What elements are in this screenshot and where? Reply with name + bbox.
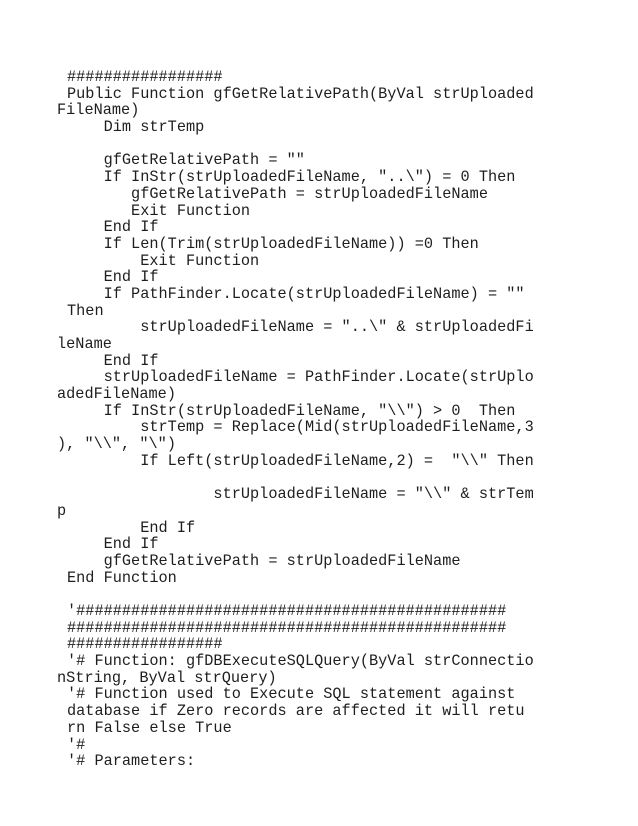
code-line: End Function	[67, 568, 177, 587]
code-line: If InStr(strUploadedFileName, "\\") > 0 Then	[67, 401, 516, 420]
code-line: FileName)	[57, 101, 140, 120]
code-line: ################################################	[67, 618, 507, 637]
code-line: If PathFinder.Locate(strUploadedFileName) = ""	[67, 284, 525, 303]
code-line	[67, 586, 534, 603]
code-line	[67, 470, 534, 487]
code-line: gfGetRelativePath = strUploadedFileName	[67, 184, 488, 203]
code-line: End If	[67, 351, 159, 370]
code-line: '# Function used to Execute SQL statement against	[67, 685, 516, 704]
code-line: #################	[67, 635, 223, 654]
code-line: strTemp = Replace(Mid(strUploadedFileName,3	[67, 418, 534, 437]
code-line: Then	[67, 301, 104, 320]
code-line: ), "\\", "\")	[57, 435, 176, 454]
code-line: rn False else True	[67, 718, 232, 737]
code-line: gfGetRelativePath = ""	[67, 151, 305, 170]
code-line: database if Zero records are affected it will retu	[67, 702, 525, 721]
code-line: Public Function gfGetRelativePath(ByVal strUploaded	[67, 84, 534, 103]
code-line: Dim strTemp	[67, 118, 205, 137]
code-line: Exit Function	[67, 201, 251, 220]
code-line: If Left(strUploadedFileName,2) = "\\" Then	[67, 451, 534, 470]
code-listing	[57, 68, 534, 771]
code-line: If InStr(strUploadedFileName, "..\") = 0 Then	[67, 168, 516, 187]
code-line: leName	[57, 335, 112, 353]
code-line: #################	[67, 68, 223, 86]
code-line: gfGetRelativePath = strUploadedFileName	[67, 551, 461, 570]
code-line: '# Parameters:	[67, 752, 196, 771]
code-line: nString, ByVal strQuery)	[57, 668, 277, 687]
code-line: adedFileName)	[57, 385, 176, 404]
code-line: strUploadedFileName = "\\" & strTem	[67, 485, 534, 504]
code-line: strUploadedFileName = PathFinder.Locate(strUplo	[67, 368, 534, 387]
code-line: End If	[67, 218, 159, 237]
code-line	[67, 136, 534, 153]
code-line: p	[57, 501, 67, 520]
code-line: '#	[67, 735, 86, 754]
code-line: Exit Function	[67, 251, 260, 270]
code-line: '###############################################	[67, 602, 507, 620]
code-line: '# Function: gfDBExecuteSQLQuery(ByVal strConnectio	[67, 652, 534, 671]
code-line: strUploadedFileName = "..\" & strUploadedFi	[67, 318, 534, 337]
code-line: End If	[67, 518, 196, 537]
code-line: End If	[67, 268, 159, 287]
code-line: If Len(Trim(strUploadedFileName)) =0 Then	[67, 234, 479, 253]
code-line: End If	[67, 535, 159, 554]
